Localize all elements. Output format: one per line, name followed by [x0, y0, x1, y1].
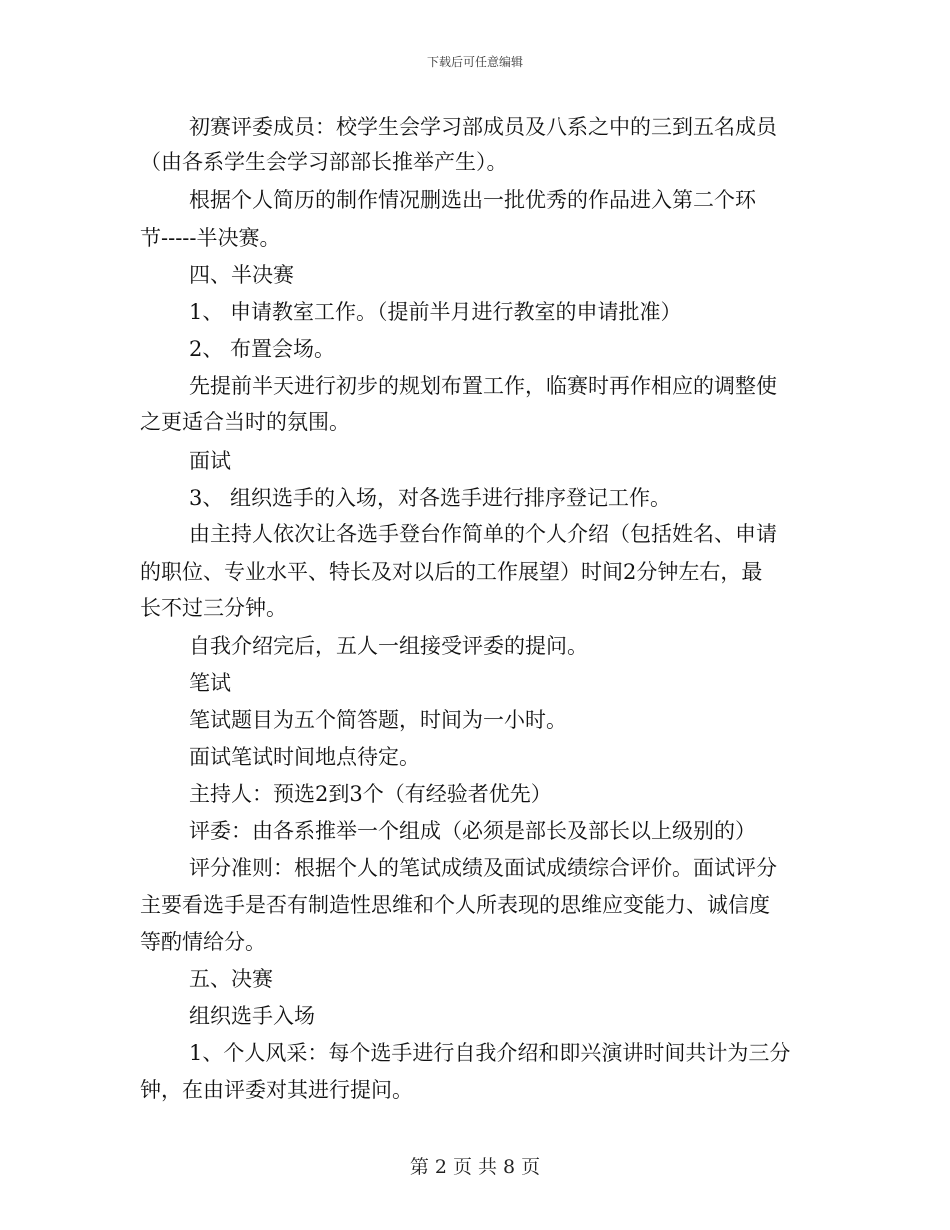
- section-heading: 五、决赛: [189, 967, 273, 991]
- paragraph-line: 钟，在由评委对其进行提问。: [140, 1078, 413, 1102]
- list-item: 2、 布置会场。: [189, 337, 336, 361]
- paragraph-line: 评委：由各系推举一个组成（必须是部长及部长以上级别的）: [189, 819, 756, 843]
- page-number-footer: 第 2 页 共 8 页: [409, 1156, 541, 1178]
- paragraph-line: 节-----半决赛。: [140, 226, 281, 250]
- page-header: 下载后可任意编辑: [426, 55, 523, 69]
- paragraph-line: 由主持人依次让各选手登台作简单的个人介绍（包括姓名、申请: [189, 522, 777, 546]
- paragraph-line: 之更适合当时的氛围。: [140, 410, 350, 434]
- paragraph-line: 等酌情给分。: [140, 930, 266, 954]
- paragraph-line: 根据个人简历的制作情况删选出一批优秀的作品进入第二个环: [189, 188, 756, 212]
- paragraph-line: 组织选手入场: [189, 1004, 315, 1028]
- paragraph-line: 自我介绍完后，五人一组接受评委的提问。: [189, 634, 588, 658]
- paragraph-line: 先提前半天进行初步的规划布置工作，临赛时再作相应的调整使: [189, 374, 777, 398]
- list-item: 3、 组织选手的入场，对各选手进行排序登记工作。: [189, 486, 672, 510]
- paragraph-line: 初赛评委成员：校学生会学习部成员及八系之中的三到五名成员: [189, 115, 777, 139]
- sub-heading: 面试: [189, 449, 231, 473]
- paragraph-line: 面试笔试时间地点待定。: [189, 745, 420, 769]
- paragraph-line: （由各系学生会学习部部长推举产生）。: [140, 150, 508, 174]
- paragraph-line: 笔试题目为五个简答题，时间为一小时。: [189, 708, 567, 732]
- sub-heading: 笔试: [189, 671, 231, 695]
- paragraph-line: 评分准则：根据个人的笔试成绩及面试成绩综合评价。面试评分: [189, 856, 777, 880]
- section-heading: 四、半决赛: [189, 263, 294, 287]
- paragraph-line: 的职位、专业水平、特长及对以后的工作展望）时间2分钟左右，最: [140, 560, 763, 584]
- paragraph-line: 主要看选手是否有制造性思维和个人所表现的思维应变能力、诚信度: [140, 893, 770, 917]
- paragraph-line: 主持人：预选2到3个（有经验者优先）: [189, 782, 552, 806]
- paragraph-line: 1、个人风采：每个选手进行自我介绍和即兴演讲时间共计为三分: [189, 1041, 791, 1065]
- list-item: 1、 申请教室工作。（提前半月进行教室的申请批准）: [189, 300, 682, 324]
- paragraph-line: 长不过三分钟。: [140, 596, 287, 620]
